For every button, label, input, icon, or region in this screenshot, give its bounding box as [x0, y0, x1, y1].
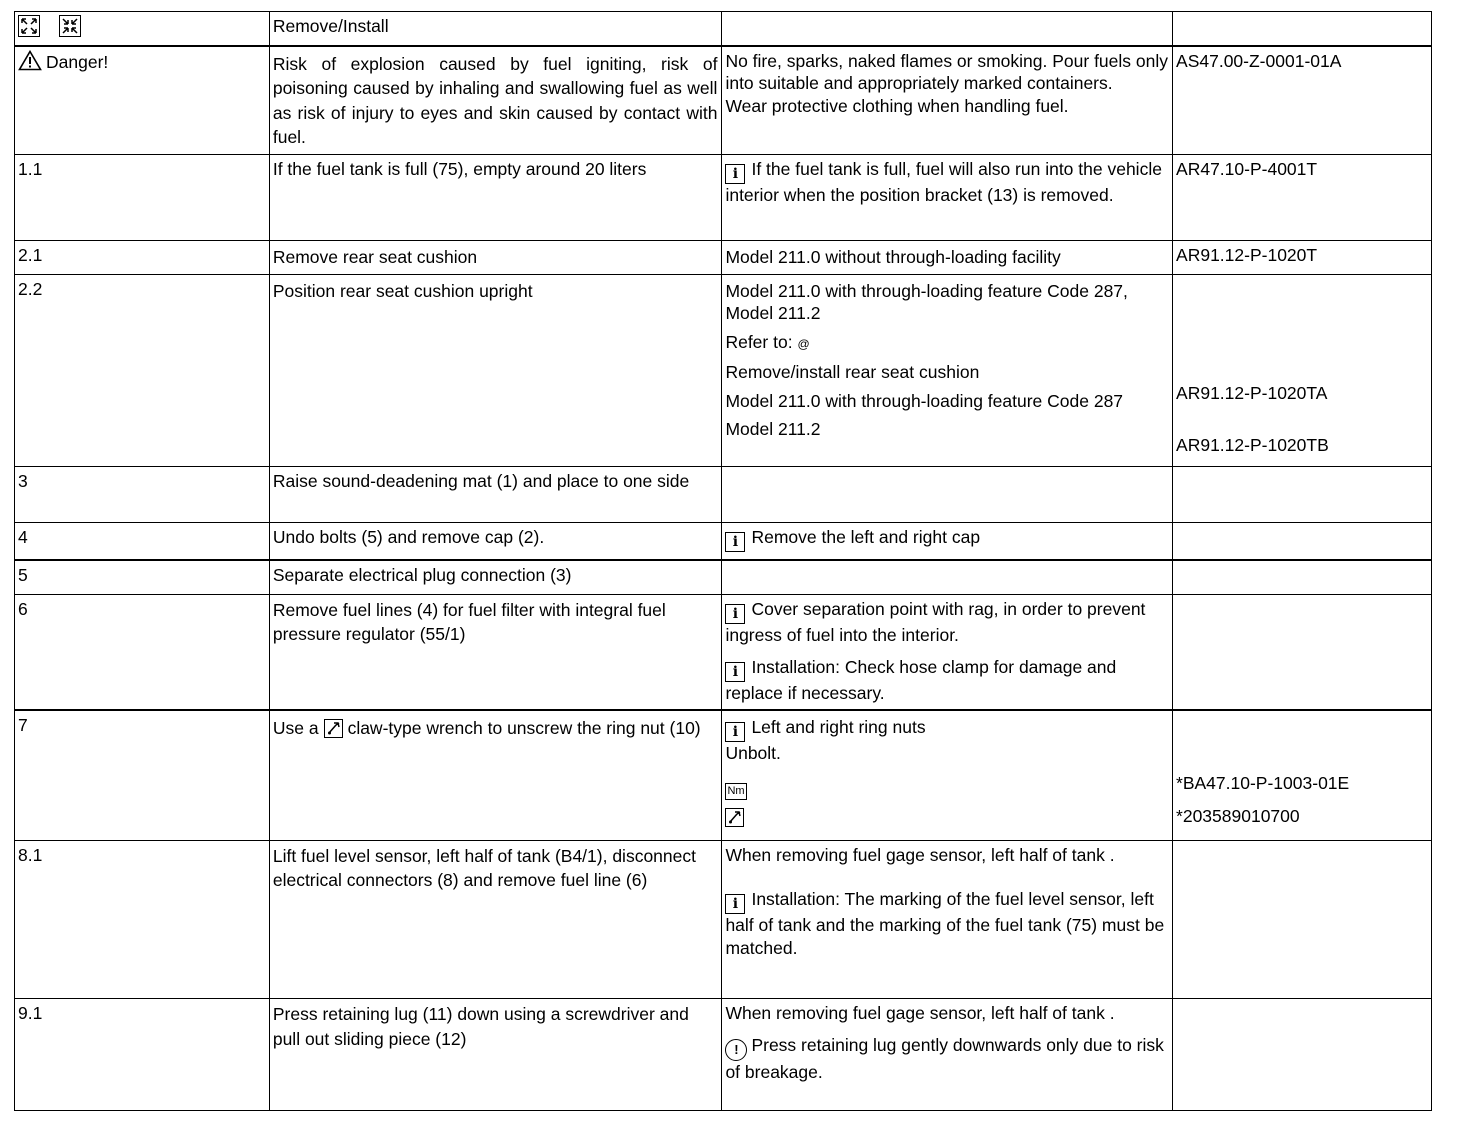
step-note-b-line — [725, 888, 1168, 959]
step-number: 2.1 — [15, 240, 270, 274]
header-title: Remove/Install — [269, 12, 722, 46]
table-row — [15, 522, 1432, 560]
header-icons-cell — [15, 12, 270, 46]
step-text: Undo bolts (5) and remove cap (2). — [269, 522, 722, 560]
collapse-icon[interactable] — [59, 15, 81, 37]
wrench-tool-icon[interactable] — [725, 808, 744, 827]
expand-icon[interactable] — [18, 15, 40, 37]
step-note: If the fuel tank is full, fuel will also run into the vehicle interior when the position bracket (13) is removed. — [725, 158, 1162, 205]
step-note-a: Model 211.0 with through-loading feature Code 287, Model 211.2 — [725, 280, 1128, 323]
step-ref-nm[interactable]: *BA47.10-P-1003-01E — [1176, 773, 1350, 793]
warning-triangle-icon — [18, 50, 42, 77]
step-number: 1.1 — [15, 154, 270, 240]
step-note-e: Model 211.2 — [725, 419, 821, 439]
step-note-b-line — [725, 1034, 1168, 1084]
step-note-cell — [722, 998, 1173, 1110]
step-ref-tool[interactable]: *203589010700 — [1176, 805, 1300, 826]
torque-nm-icon[interactable]: Nm — [725, 783, 746, 800]
step-text-post: claw-type wrench to unscrew the ring nut (10) — [347, 718, 701, 738]
procedure-table — [14, 11, 1432, 1111]
step-text: If the fuel tank is full (75), empty around 20 liters — [269, 154, 722, 240]
step-ref-d[interactable]: AR91.12-P-1020TA — [1176, 382, 1328, 403]
step-note-d: Model 211.0 with through-loading feature Code 287 — [725, 390, 1124, 411]
step-note-cell — [722, 274, 1173, 466]
danger-text: Risk of explosion caused by fuel igniting, risk of poisoning caused by inhaling and swallowing fuel as well as risk of injury to eyes and skin caused by contact with fuel. — [269, 46, 722, 155]
refer-to-line — [725, 331, 1168, 356]
table-row — [15, 154, 1432, 240]
step-note-b: Installation: Check hose clamp for damage and replace if necessary. — [725, 657, 1117, 703]
step-note-cell — [722, 594, 1173, 710]
step-note: Model 211.0 without through-loading facility — [722, 240, 1173, 274]
step-note-a-line — [725, 716, 1168, 742]
danger-measures-cell — [722, 46, 1173, 155]
at-link-icon[interactable]: @ — [797, 336, 810, 351]
step-number: 6 — [15, 594, 270, 710]
step-note-a-line — [725, 598, 1168, 647]
step-note-cell — [722, 522, 1173, 560]
step-ref[interactable]: AR47.10-P-4001T — [1173, 154, 1432, 240]
step-text: Remove rear seat cushion — [269, 240, 722, 274]
danger-ref[interactable]: AS47.00-Z-0001-01A — [1173, 46, 1432, 155]
table-row — [15, 710, 1432, 840]
step-ref[interactable]: AR91.12-P-1020T — [1173, 240, 1432, 274]
info-icon: i — [725, 894, 745, 914]
danger-label-cell — [15, 46, 270, 155]
info-icon: i — [725, 604, 745, 624]
danger-label: Danger! — [46, 51, 109, 72]
wrench-tool-icon[interactable] — [324, 719, 343, 738]
step-note-a: Cover separation point with rag, in order to prevent ingress of fuel into the interior. — [725, 598, 1146, 645]
step-number: 8.1 — [15, 840, 270, 998]
step-number: 7 — [15, 710, 270, 840]
step-note-a: When removing fuel gage sensor, left half of tank . — [725, 1002, 1115, 1023]
step-note-cell — [722, 840, 1173, 998]
info-icon: i — [725, 164, 745, 184]
step-ref-cell — [1173, 274, 1432, 466]
refer-to-label: Refer to: — [725, 331, 793, 352]
torque-icon-line — [725, 775, 1168, 800]
danger-row — [15, 46, 1432, 155]
danger-measures-2: Wear protective clothing when handling fuel. — [725, 95, 1069, 116]
step-note-cell — [722, 710, 1173, 840]
step-text: Lift fuel level sensor, left half of tank (B4/1), disconnect electrical connectors (8) and remove fuel line (6) — [269, 840, 722, 998]
table-row — [15, 240, 1432, 274]
step-ref-e[interactable]: AR91.12-P-1020TB — [1176, 435, 1329, 455]
caution-icon: ! — [725, 1039, 747, 1061]
step-text: Press retaining lug (11) down using a screwdriver and pull out sliding piece (12) — [269, 998, 722, 1110]
table-row — [15, 998, 1432, 1110]
step-note: Remove the left and right cap — [751, 526, 981, 547]
step-text: Position rear seat cushion upright — [269, 274, 722, 466]
tool-icon-line — [725, 806, 1168, 829]
step-note-b: Unbolt. — [725, 743, 781, 763]
danger-measures-1: No fire, sparks, naked flames or smoking. Pour fuels only into suitable and appropriately marked containers. — [725, 50, 1169, 93]
table-row — [15, 560, 1432, 594]
step-note-cell — [722, 154, 1173, 240]
table-header-row — [15, 12, 1432, 46]
step-text-pre: Use a — [272, 718, 319, 738]
step-number: 4 — [15, 522, 270, 560]
step-note-a: Left and right ring nuts — [751, 717, 926, 737]
step-note-b: Press retaining lug gently downwards only due to risk of breakage. — [725, 1035, 1164, 1082]
info-icon: i — [725, 722, 745, 742]
table-row — [15, 840, 1432, 998]
table-row — [15, 274, 1432, 466]
step-text: Separate electrical plug connection (3) — [269, 560, 722, 594]
table-row — [15, 594, 1432, 710]
step-text: Remove fuel lines (4) for fuel filter with integral fuel pressure regulator (55/1) — [269, 594, 722, 710]
step-text: Raise sound-deadening mat (1) and place to one side — [269, 466, 722, 522]
step-note-c: Remove/install rear seat cushion — [725, 362, 980, 382]
step-number: 9.1 — [15, 998, 270, 1110]
step-number: 2.2 — [15, 274, 270, 466]
step-number: 3 — [15, 466, 270, 522]
table-row — [15, 466, 1432, 522]
step-text-cell — [269, 710, 722, 840]
info-icon: i — [725, 662, 745, 682]
step-note-b: Installation: The marking of the fuel level sensor, left half of tank and the marking of the fuel tank (75) must be matched. — [725, 889, 1165, 958]
step-ref-cell — [1173, 710, 1432, 840]
step-note-b-line — [725, 656, 1168, 705]
step-number: 5 — [15, 560, 270, 594]
info-icon: i — [725, 532, 745, 552]
step-note-a: When removing fuel gage sensor, left half of tank . — [725, 844, 1115, 865]
